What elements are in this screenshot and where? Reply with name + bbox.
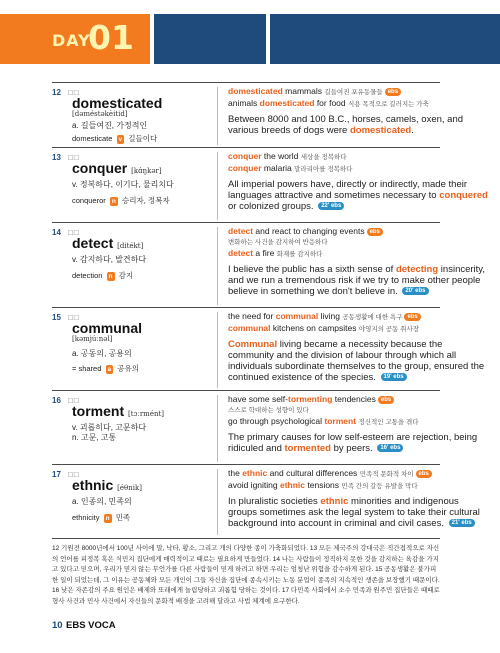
divider — [217, 395, 218, 462]
ebs-badge: 16' ebs — [377, 444, 403, 452]
headword: detect [ditékt] — [72, 235, 144, 251]
day-header — [0, 14, 500, 64]
derivative-word: detection — [72, 271, 103, 280]
entry-number: 17 — [52, 470, 61, 479]
divider — [217, 312, 218, 388]
pronunciation: [ditékt] — [117, 242, 144, 250]
derivative — [72, 363, 139, 374]
check-boxes[interactable]: □□ — [68, 88, 80, 97]
usage-column — [228, 311, 490, 383]
usage-column — [228, 151, 490, 212]
derivative-word: ethnicity — [72, 513, 100, 522]
ebs-badge: 19' ebs — [381, 373, 407, 381]
vocab-entry — [52, 307, 485, 389]
headword: domesticated — [72, 95, 163, 111]
collocation-translation: 변화하는 사건을 감지하여 반응하다 — [228, 239, 328, 246]
headword: communal — [72, 320, 143, 336]
vocab-entry — [52, 82, 464, 146]
derivative — [72, 270, 133, 281]
example-sentence: The primary causes for low self-esteem are rejection, being ridiculed and tormented by peers. 16' ebs — [228, 432, 478, 454]
collocation: conquer malaria 말라리아를 정복하다 — [228, 163, 353, 173]
example-sentence: All imperial powers have, directly or indirectly, made their languages attractive and sometimes necessary to conquered or colonized groups. 22' ebs — [228, 179, 488, 212]
usage-column — [228, 86, 490, 136]
meaning: v. 감지하다, 발견하다 — [72, 255, 147, 264]
day-label: DAY — [52, 31, 91, 50]
day-number: 01 — [88, 18, 134, 57]
page-number: 10 — [52, 620, 63, 631]
pronunciation: [éθnik] — [117, 484, 142, 492]
derivative-word: = shared — [72, 364, 102, 373]
vocab-entry — [52, 464, 480, 536]
usage-column — [228, 226, 490, 297]
divider — [217, 469, 218, 535]
ebs-badge: ebs — [378, 396, 394, 404]
pos-badge: v — [118, 135, 123, 143]
collocation: avoid igniting ethnic tensions 민족 간의 갈등 유발을 막다 — [228, 480, 418, 490]
book-title: EBS VOCA — [66, 620, 116, 631]
vocab-entry — [52, 147, 488, 221]
usage-column — [228, 468, 490, 529]
ebs-badge: 21' ebs — [449, 519, 475, 527]
ebs-badge: 22' ebs — [318, 202, 344, 210]
entry-number: 14 — [52, 228, 61, 237]
check-boxes[interactable]: □□ — [68, 153, 80, 162]
example-sentence: I believe the public has a sixth sense of detecting insincerity, and we run a tremendous risk if we try to make other people believe in something we don't believe in. 20' ebs — [228, 264, 485, 297]
example-sentence: Communal living became a necessity because the community and the division of labour through which all individuals subordinate themselves to the group, ensured the continued existence of the species. 19' ebs — [228, 339, 485, 383]
ebs-badge: 20' ebs — [402, 287, 428, 295]
entry-number: 12 — [52, 88, 61, 97]
derivative — [72, 133, 157, 144]
pronunciation: [kəmjúːnəl] — [72, 335, 113, 343]
meaning: v. 괴롭히다, 고문하다 — [72, 423, 147, 432]
header-decoration — [154, 14, 266, 64]
pronunciation: [kɑ́ŋkər] — [131, 167, 162, 175]
meaning: a. 인종의, 민족의 — [72, 497, 132, 506]
check-boxes[interactable]: □□ — [68, 470, 80, 479]
collocation: domesticated mammals 길들여진 포유동물들 ebs — [228, 86, 490, 98]
example-sentence: Between 8000 and 100 B.C., horses, camels, oxen, and various breeds of dogs were domesticated. — [228, 114, 464, 136]
collocation: communal kitchens on campsites 야영지의 공동 취사장 — [228, 323, 419, 333]
collocation-translation: 스스로 학대하는 성향이 있다 — [228, 407, 309, 414]
collocation: detect and react to changing events ebs — [228, 226, 490, 237]
collocation: detect a fire 화재를 감지하다 — [228, 248, 323, 258]
pronunciation: [tɔːrmént] — [128, 410, 165, 418]
pos-badge: n — [108, 272, 113, 280]
meaning: v. 정복하다, 이기다, 물리치다 — [72, 180, 174, 189]
check-boxes[interactable]: □□ — [68, 396, 80, 405]
collocation: the ethnic and cultural differences 민족적 문화적 차이 ebs — [228, 468, 490, 480]
check-boxes[interactable]: □□ — [68, 313, 80, 322]
derivative-meaning: 민족 — [115, 513, 131, 522]
headword: ethnic [éθnik] — [72, 477, 142, 493]
collocation: go through psychological torment 정신적인 고통을 겪다 — [228, 416, 419, 426]
pos-badge: n — [105, 514, 110, 522]
derivative-meaning: 공유의 — [117, 364, 139, 373]
collocation: animals domesticated for food 식용 목적으로 길러지는 가축 — [228, 98, 429, 108]
vocab-entry — [52, 222, 485, 306]
pronunciation: [dəméstəkèitid] — [72, 110, 128, 118]
vocab-entry — [52, 390, 478, 463]
collocation: the need for communal living 공동생활에 대한 욕구 ebs — [228, 311, 490, 323]
meaning: a. 공동의, 공용의 — [72, 349, 132, 358]
header-decoration — [270, 14, 500, 64]
ebs-badge: ebs — [367, 228, 383, 236]
divider — [217, 152, 218, 220]
translation-paragraph: 12 기원전 8000년에서 100년 사이에 말, 낙타, 황소, 그리고 개의 다양한 종이 가축화되었다. 13 모든 제국주의 강대국은 직간접적으로 자신의 언어를 피정복 혹은 식민지 집단에게 매력적이고 때로는 필요하게 만들었다. 14 나는 사람들이 정직하지 못한 것을 감지하는 육감을 가지고 있다고 믿으며, 우리가 믿지 않는 무언가를 다른 사람들이 믿게 하려고 하면 우리는 엄청난 위험을 감수하게 된다. 15 공동생활은 불가피한 일이 되었는데, 그 이유는 공동체와 모든 개인이 그들 자신을 집단에 종속시키는 노동 분업이 종족의 지속적인 생존을 보장했기 때문이다. 16 낮은 자존감의 주요 원인은 배제와 또래에게 놀림당하고 괴롭힘 당하는 것이다. 17 다민족 사회에서 소수 민족과 원주민 집단들은 때때로 형사 사건과 민사 사건에서 자신들의 문화적 배경을 고려해 달라고 사법 체계에 요구한다. — [52, 545, 440, 605]
entry-number: 13 — [52, 153, 61, 162]
derivative-meaning: 승리자, 정복자 — [121, 196, 170, 205]
derivative-meaning: 감지 — [118, 271, 134, 280]
entry-number: 15 — [52, 313, 61, 322]
headword: torment [tɔːrmént] — [72, 403, 165, 419]
derivative — [72, 195, 170, 206]
ebs-badge: ebs — [416, 470, 432, 478]
divider — [217, 87, 218, 145]
usage-column — [228, 394, 490, 454]
pos-badge: n — [111, 197, 116, 205]
footer-divider — [52, 538, 440, 539]
collocation: conquer the world 세상을 정복하다 — [228, 151, 347, 161]
meaning: n. 고문, 고통 — [72, 433, 117, 442]
pos-badge: a — [107, 365, 112, 373]
ebs-badge: ebs — [404, 313, 420, 321]
entry-number: 16 — [52, 396, 61, 405]
headword: conquer [kɑ́ŋkər] — [72, 160, 162, 176]
check-boxes[interactable]: □□ — [68, 228, 80, 237]
example-sentence: In pluralistic societies ethnic minorities and indigenous groups sometimes ask the legal system to take their cultural background into account in criminal and civil cases. 21' ebs — [228, 496, 480, 529]
derivative-word: domesticate — [72, 134, 113, 143]
ebs-badge: ebs — [385, 88, 401, 96]
derivative-meaning: 길들이다 — [128, 134, 158, 143]
meaning: a. 길들여진, 가정적인 — [72, 121, 148, 130]
collocation: have some self-tormenting tendencies ebs — [228, 394, 490, 405]
derivative — [72, 512, 130, 523]
derivative-word: conqueror — [72, 196, 106, 205]
day-badge — [0, 14, 150, 64]
divider — [217, 227, 218, 305]
